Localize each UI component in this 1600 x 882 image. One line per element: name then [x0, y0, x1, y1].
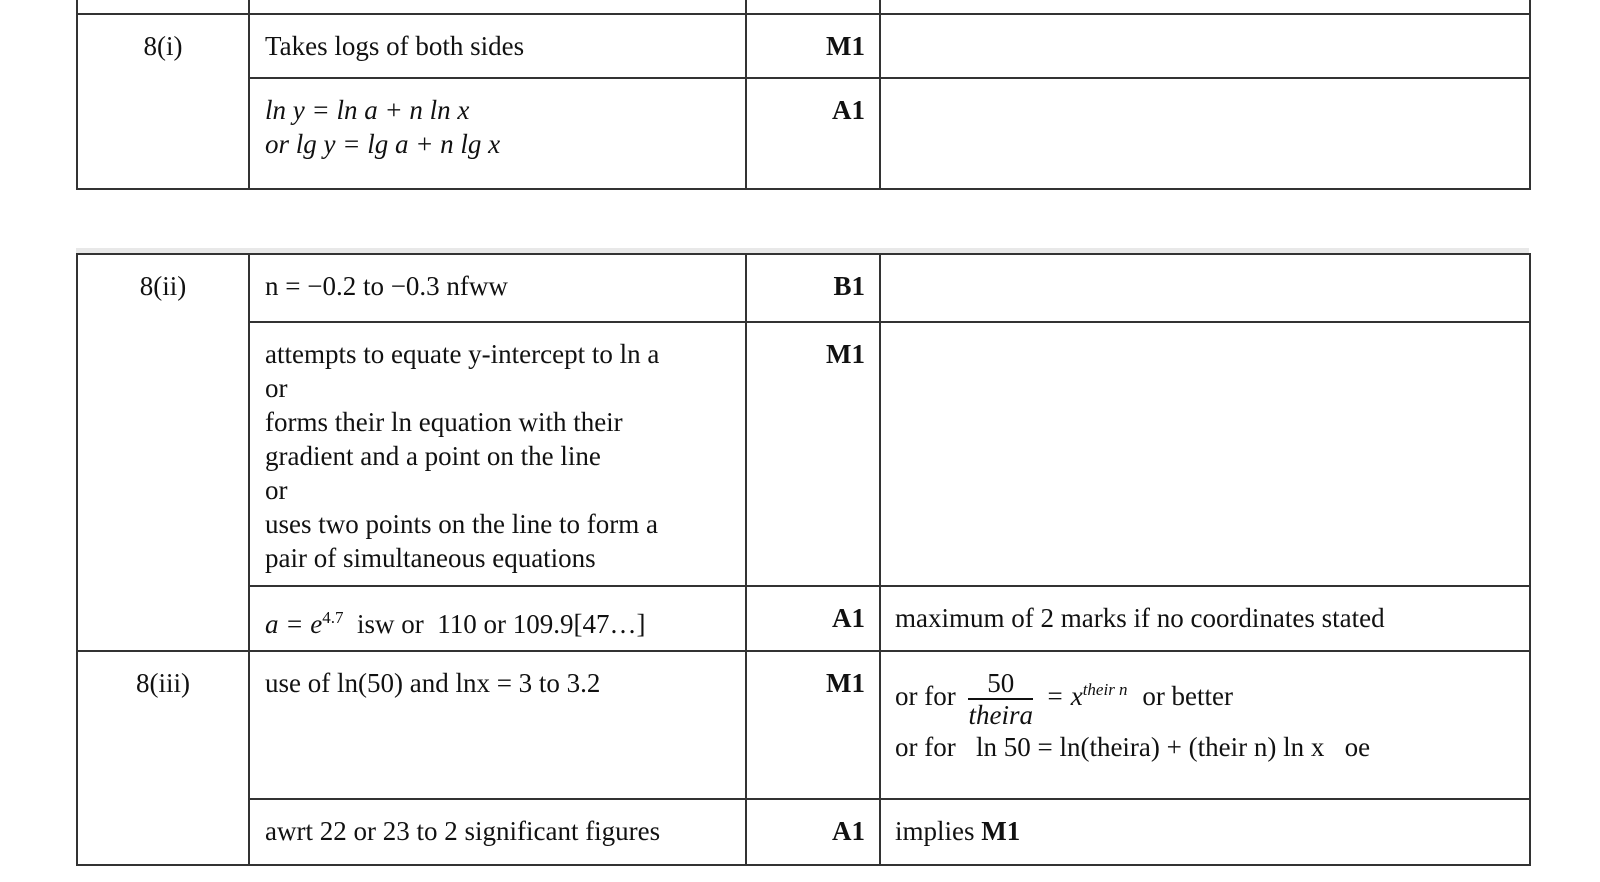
table-row-top-edge [77, 0, 1530, 14]
exponent: 4.7 [322, 608, 344, 627]
table-row [77, 78, 1530, 189]
answer-cell [249, 78, 746, 189]
guidance-line [895, 668, 1515, 730]
guidance-line: or for ln 50 = ln(theira) + (their n) ln x oe [895, 732, 1371, 762]
answer-cell: n = −0.2 to −0.3 nfww [249, 254, 746, 322]
guidance-cell [880, 799, 1530, 865]
guidance-prefix: or for [895, 681, 956, 712]
answer-line: pair of simultaneous equations [265, 543, 596, 573]
answer-prefix: a = e [265, 609, 323, 639]
mark-cell: M1 [746, 651, 880, 799]
mark-cell: A1 [746, 78, 880, 189]
mark-scheme-table-8i [76, 0, 1531, 190]
guidance-mark: M1 [981, 816, 1021, 846]
fraction-numerator: 50 [968, 668, 1033, 700]
mark-cell: A1 [746, 799, 880, 865]
equation-exponent: their n [1082, 680, 1128, 700]
answer-line: uses two points on the line to form a [265, 509, 658, 539]
table-row [77, 586, 1530, 651]
answer-cell: Takes logs of both sides [249, 14, 746, 78]
answer-line: or lg y = lg a + n lg x [265, 129, 501, 159]
mark-cell: M1 [746, 322, 880, 586]
guidance-cell [880, 254, 1530, 322]
guidance-cell [880, 14, 1530, 78]
answer-line: attempts to equate y-intercept to ln a [265, 339, 660, 369]
table-row [77, 799, 1530, 865]
table-row [77, 651, 1530, 799]
question-number: 8(ii) [77, 254, 249, 651]
question-number: 8(iii) [77, 651, 249, 865]
mark-cell: B1 [746, 254, 880, 322]
answer-cell [249, 586, 746, 651]
guidance-cell [880, 322, 1530, 586]
guidance-suffix: or better [1142, 681, 1234, 712]
guidance-cell [880, 651, 1530, 799]
answer-cell [249, 322, 746, 586]
guidance-cell: maximum of 2 marks if no coordinates stated [880, 586, 1530, 651]
question-number: 8(i) [77, 14, 249, 189]
answer-line: or [265, 475, 288, 505]
guidance-prefix: implies [895, 816, 975, 846]
answer-cell: use of ln(50) and lnx = 3 to 3.2 [249, 651, 746, 799]
guidance-cell [880, 78, 1530, 189]
mark-cell: A1 [746, 586, 880, 651]
fraction [968, 668, 1033, 730]
mark-cell: M1 [746, 14, 880, 78]
equation-rhs: = x [1045, 681, 1083, 712]
table-row [77, 14, 1530, 78]
answer-suffix: isw or 110 or 109.9[47…] [343, 609, 646, 639]
answer-line: ln y = ln a + n ln x [265, 95, 470, 125]
mark-scheme-table-8ii-8iii [76, 253, 1531, 866]
answer-line: forms their ln equation with their [265, 407, 623, 437]
fraction-denominator: theira [968, 700, 1033, 730]
table-row [77, 254, 1530, 322]
table-row [77, 322, 1530, 586]
answer-cell: awrt 22 or 23 to 2 significant figures [249, 799, 746, 865]
answer-line: gradient and a point on the line [265, 441, 601, 471]
answer-line: or [265, 373, 288, 403]
